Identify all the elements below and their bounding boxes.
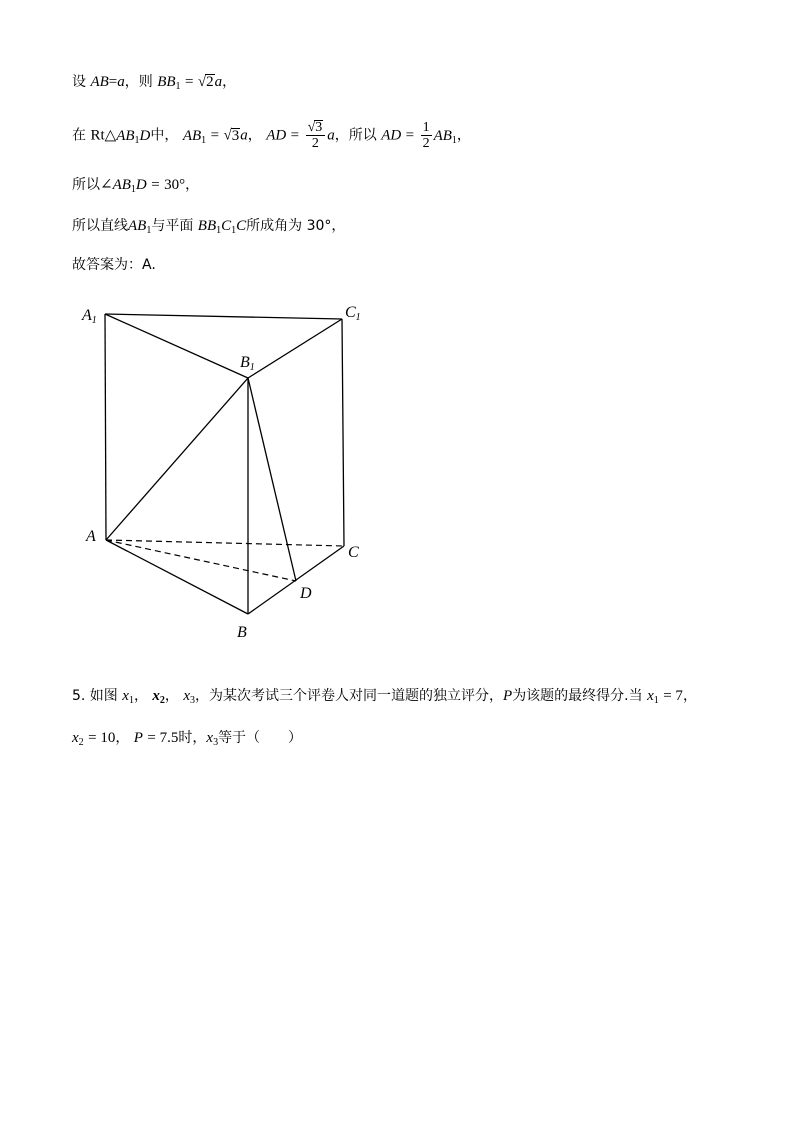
math-AB1: $AB_1$	[433, 127, 457, 146]
text: ，	[456, 127, 471, 144]
text: ，	[247, 127, 262, 144]
label-C1: C1	[345, 304, 361, 323]
text: ，	[133, 688, 148, 704]
math-eq: =	[405, 127, 415, 144]
label-C: C	[348, 544, 359, 561]
fraction-sqrt3-over-2: $\frac{√3}{2}$	[306, 120, 326, 151]
angle-value: 30°	[164, 177, 186, 193]
radicand: 3	[231, 127, 240, 144]
math-AB1D: $AB_1D$	[116, 127, 151, 146]
math-x1: $x_1$	[647, 688, 659, 706]
text: 等于（ ）	[218, 730, 303, 746]
math-AD: AD	[381, 127, 402, 144]
edge-A1C1	[105, 314, 342, 319]
text: ，	[115, 730, 130, 746]
label-A: A	[86, 528, 96, 545]
solution-line-5: 故答案为：A.	[72, 257, 156, 273]
math-a: a	[327, 127, 335, 144]
question-number: 5. 如图	[72, 688, 118, 704]
edge-AD-hidden	[106, 540, 296, 581]
triangle-symbol: △	[104, 127, 117, 144]
math-eq: =	[210, 127, 220, 144]
edge-B1C1	[248, 319, 342, 378]
question5-line-1	[72, 686, 697, 711]
edge-AC-hidden	[106, 540, 344, 546]
math-AB1: $AB_1$	[128, 218, 152, 236]
text: 与平面	[151, 218, 194, 234]
text: ，	[164, 688, 179, 704]
edge-C1C	[342, 319, 344, 546]
math-AB1D: $AB_1D$	[112, 177, 147, 195]
math-AB: AB	[90, 74, 109, 90]
edge-AB	[106, 540, 248, 614]
text: ，	[222, 74, 237, 90]
edge-A1A	[105, 314, 106, 540]
label-B1: B1	[240, 354, 255, 373]
math-eq: =	[184, 74, 194, 90]
edge-AB1	[106, 378, 248, 540]
radical-sign: √	[197, 74, 207, 90]
label-A1: A1	[82, 307, 97, 326]
text: ，则	[124, 74, 153, 90]
math-x2: $x_2$	[72, 730, 84, 748]
text: 设	[72, 74, 86, 90]
radical-sign: √	[223, 127, 232, 144]
text: ，	[682, 688, 697, 704]
text: 所以直线	[72, 218, 128, 234]
math-x3: $x_3$	[183, 688, 196, 706]
math-plane-BB1C1C: $BB_1C_1C$	[197, 218, 247, 236]
text: 为该题的最终得分.当	[512, 688, 643, 704]
math-AB1: $AB_1$	[182, 127, 207, 146]
label-D: D	[300, 585, 312, 602]
math-P: P	[133, 730, 143, 746]
edge-A1B1	[105, 314, 248, 378]
radicand: 2	[206, 74, 214, 90]
text: 所成角为 30°，	[246, 218, 346, 234]
label-B: B	[237, 624, 247, 641]
math-a: a	[214, 74, 223, 90]
text: ，	[185, 177, 200, 193]
edge-B1D	[248, 378, 296, 581]
math-a: a	[240, 127, 248, 144]
fraction-1-over-2: $\frac{1}{2}$	[422, 120, 430, 151]
math-value: = 7	[663, 688, 683, 704]
math-value: = 7.5	[147, 730, 179, 746]
math-AD: AD	[266, 127, 287, 144]
math-x3: $x_3$	[206, 730, 219, 748]
edge-BC	[248, 546, 344, 614]
text: ，为某次考试三个评卷人对同一道题的独立评分，	[195, 688, 504, 704]
math-value: = 10	[88, 730, 116, 746]
math-x2: $x_2$	[152, 688, 165, 706]
text: 所以	[72, 177, 100, 193]
math-rt: Rt	[90, 127, 105, 144]
math-a: a	[117, 74, 125, 90]
math-x1: $x_1$	[122, 688, 134, 706]
math-eq: =	[151, 177, 160, 193]
angle-symbol: ∠	[100, 177, 113, 193]
math-eq: =	[108, 74, 118, 90]
question5-line-2	[72, 728, 302, 753]
math-BB1: $BB_1$	[157, 74, 181, 92]
text: 在	[72, 127, 86, 144]
text: 时，	[178, 730, 207, 746]
math-eq: =	[290, 127, 300, 144]
math-P: P	[503, 688, 513, 704]
text: ，所以	[334, 127, 377, 144]
text: 中，	[150, 127, 179, 144]
